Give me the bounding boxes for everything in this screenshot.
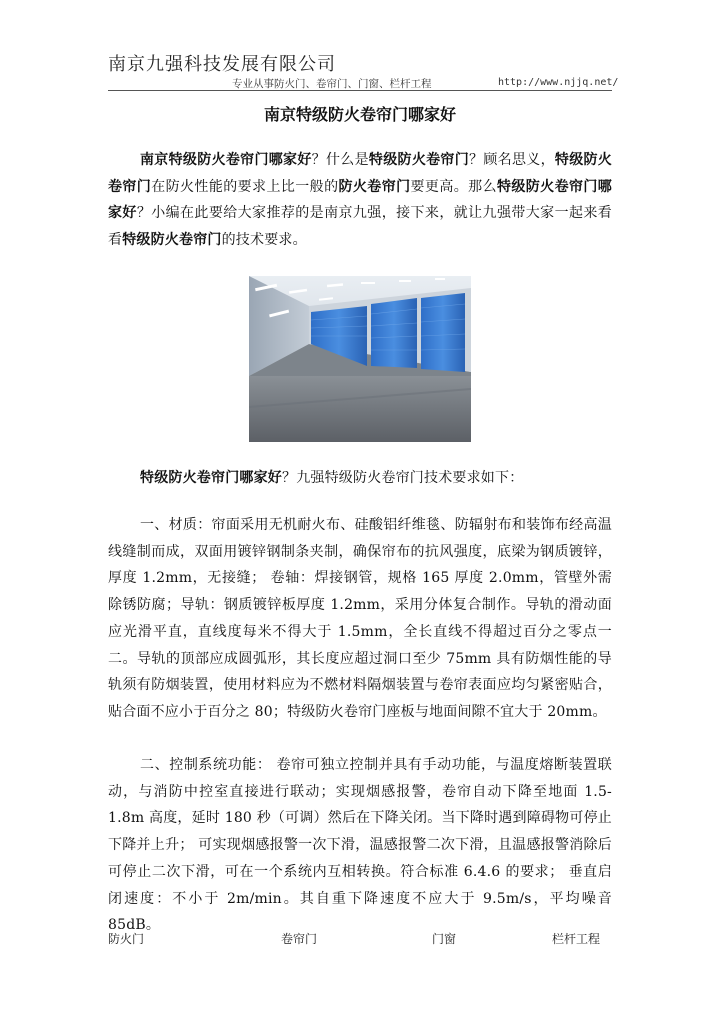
company-name: 南京九强科技发展有限公司 [108, 54, 336, 75]
header-divider [108, 90, 612, 91]
text: ？顾名思义， [469, 152, 555, 168]
text: ？小编在此要给大家推荐的是南京九强，接下来，就让九强带大家一起来看看 [108, 205, 612, 249]
warehouse-photo-illustration [249, 276, 471, 442]
control-system-paragraph: 二、控制系统功能： 卷帘可独立控制并具有手动功能，与温度熔断装置联动，与消防中控室直接进行联动；实现烟感报警，卷帘自动下降至地面 1.5-1.8m 高度，延时 180 秒（可调）然后在下降关闭。当下降时遇到障碍物可停止下降并上升； 可实现烟感报警一次下滑，温感报警二次下滑，且温感报警消除后可停止二次下滑，可在一个系统内互相转换。符合标准 6.4.6 的要求； 垂直启闭速度：不小于 2m/min。其自重下降速度不应大于 9.5m/s，平均噪音 85dB。 [108, 757, 612, 934]
footer-link-rolling-door[interactable]: 卷帘门 [281, 932, 318, 946]
keyword: 特级防火卷帘门哪家好 [140, 470, 282, 486]
footer-link-fire-door[interactable]: 防火门 [108, 932, 145, 946]
keyword: 特级防火卷帘门 [108, 152, 613, 195]
keyword: 南京特级防火卷帘门哪家好 [140, 152, 312, 168]
material-spec-paragraph: 一、材质：帘面采用无机耐火布、硅酸铝纤维毯、防辐射布和装饰布经高温线缝制而成，双面用镀锌钢制条夹制，确保帘布的抗风强度，底梁为钢质镀锌，厚度 1.2mm，无接缝； 卷轴：焊接钢管，规格 165 厚度 2.0mm，管壁外需除锈防腐；导轨：钢质镀锌板厚度 1.2mm，采用分体复合制作。导轨的滑动面应光滑平直，直线度每米不得大于 1.5mm，全长直线不得超过百分之零点一二。导轨的顶部应成圆弧形，其长度应超过洞口至少 75mm 具有防烟性能的导轨须有防烟装置，使用材料应为不燃材料隔烟装置与卷帘表面应均匀紧密贴合，贴合面不应小于百分之 80；特级防火卷帘门座板与地面间隙不宜大于 20mm。 [108, 517, 612, 720]
keyword: 特级防火卷帘门 [368, 152, 470, 168]
product-photo [249, 276, 471, 442]
text: ？什么是 [311, 152, 369, 168]
page-title: 南京特级防火卷帘门哪家好 [263, 105, 456, 124]
text: 在防火性能的要求上比一般的 [151, 178, 339, 195]
keyword: 特级防火卷帘门 [122, 232, 222, 249]
footer-link-doors-windows[interactable]: 门窗 [432, 932, 457, 946]
keyword: 防火卷帘门 [338, 178, 411, 195]
spec-intro-paragraph [108, 465, 612, 492]
website-link[interactable]: http://www.njjq.net/ [498, 77, 619, 88]
text: ？九强特级防火卷帘门技术要求如下： [282, 470, 524, 486]
footer-link-railings[interactable]: 栏杆工程 [552, 932, 601, 946]
text: 的技术要求。 [221, 232, 307, 249]
keyword: 特级防火卷帘门哪家好 [108, 178, 612, 222]
intro-paragraph [108, 147, 612, 254]
company-tagline: 专业从事防火门、卷帘门、门窗、栏杆工程 [232, 78, 432, 90]
text: 要更高。那么 [410, 178, 497, 195]
